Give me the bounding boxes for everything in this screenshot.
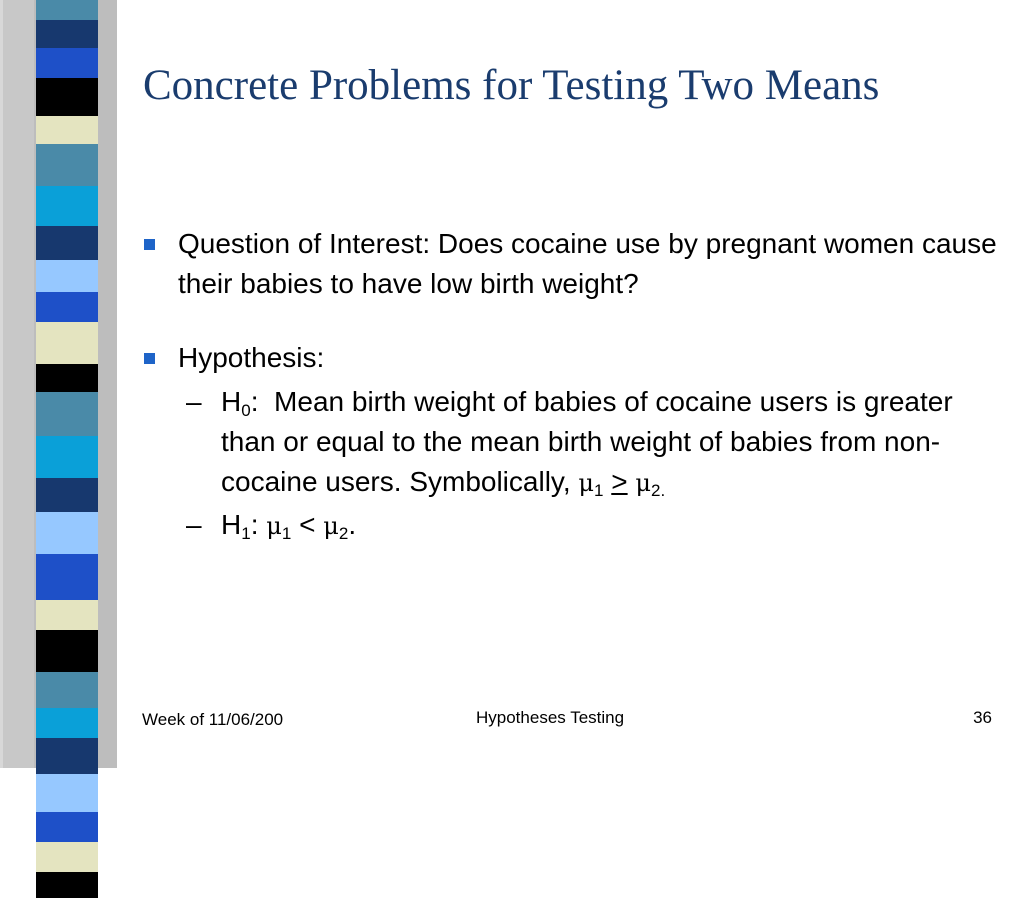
h0-text: Mean birth weight of babies of cocaine users is greater than or equal to the mean birth weight of babies from non-cocaine users. Symbolically, <box>221 386 953 497</box>
h0-letter: H <box>221 386 242 417</box>
color-stripe <box>36 512 98 554</box>
color-stripe <box>36 738 98 774</box>
color-stripe <box>36 630 98 672</box>
side-stripe-edge <box>0 0 3 768</box>
color-stripe <box>36 392 98 436</box>
stripe-column <box>36 0 98 768</box>
color-stripe <box>36 872 98 898</box>
bullet-hypothesis <box>142 338 1002 378</box>
h1-letter: H <box>221 509 242 540</box>
color-stripe <box>36 116 98 144</box>
color-stripe <box>36 364 98 392</box>
color-stripe <box>36 78 98 116</box>
footer-title: Hypotheses Testing <box>476 708 625 727</box>
color-stripe <box>36 600 98 630</box>
mu2-symbol: μ <box>323 512 339 540</box>
dash-bullet-icon: – <box>186 509 202 540</box>
mu2-subscript: 2. <box>651 481 666 500</box>
h1-subscript: 1 <box>241 524 251 543</box>
h0-colon: : <box>250 386 275 417</box>
side-stripe-decoration <box>0 0 117 768</box>
slide-number: 36 <box>973 708 992 727</box>
dash-bullet-icon: – <box>186 386 202 417</box>
color-stripe <box>36 226 98 260</box>
color-stripe <box>36 708 98 738</box>
square-bullet-icon <box>144 353 155 364</box>
mu1-subscript: 1 <box>281 524 292 543</box>
mu2-symbol: μ <box>635 469 652 497</box>
sub-item-alternative-hypothesis <box>142 505 1002 546</box>
less-than-symbol: < <box>299 509 316 540</box>
greater-equal-symbol: > <box>611 466 628 497</box>
slide-title: Concrete Problems for Testing Two Means <box>143 62 880 109</box>
color-stripe <box>36 812 98 842</box>
mu1-symbol: μ <box>578 469 595 497</box>
color-stripe <box>36 144 98 186</box>
color-stripe <box>36 186 98 226</box>
hypothesis-sub-list <box>142 382 1002 546</box>
sub-item-null-hypothesis <box>142 382 1002 503</box>
color-stripe <box>36 292 98 322</box>
color-stripe <box>36 672 98 708</box>
bullet-text: Question of Interest: Does cocaine use by pregnant women cause their babies to have low birth weight? <box>178 228 997 299</box>
color-stripe <box>36 260 98 292</box>
bullet-text: Hypothesis: <box>178 342 325 373</box>
color-stripe <box>36 0 98 20</box>
h1-period: . <box>348 509 357 540</box>
color-stripe <box>36 554 98 600</box>
bullet-question-of-interest <box>142 224 1002 304</box>
bullet-list <box>142 224 1002 546</box>
color-stripe <box>36 20 98 48</box>
color-stripe <box>36 436 98 478</box>
square-bullet-icon <box>144 239 155 250</box>
color-stripe <box>36 48 98 78</box>
h1-colon: : <box>250 509 267 540</box>
mu1-subscript: 1 <box>594 481 604 500</box>
footer-date: Week of 11/06/200 <box>142 710 284 729</box>
mu2-subscript: 2 <box>338 524 349 543</box>
side-stripe-shade <box>0 0 34 768</box>
color-stripe <box>36 478 98 512</box>
color-stripe <box>36 774 98 812</box>
color-stripe <box>36 322 98 364</box>
color-stripe <box>36 842 98 872</box>
mu1-symbol: μ <box>266 512 282 540</box>
h0-subscript: 0 <box>241 401 251 420</box>
